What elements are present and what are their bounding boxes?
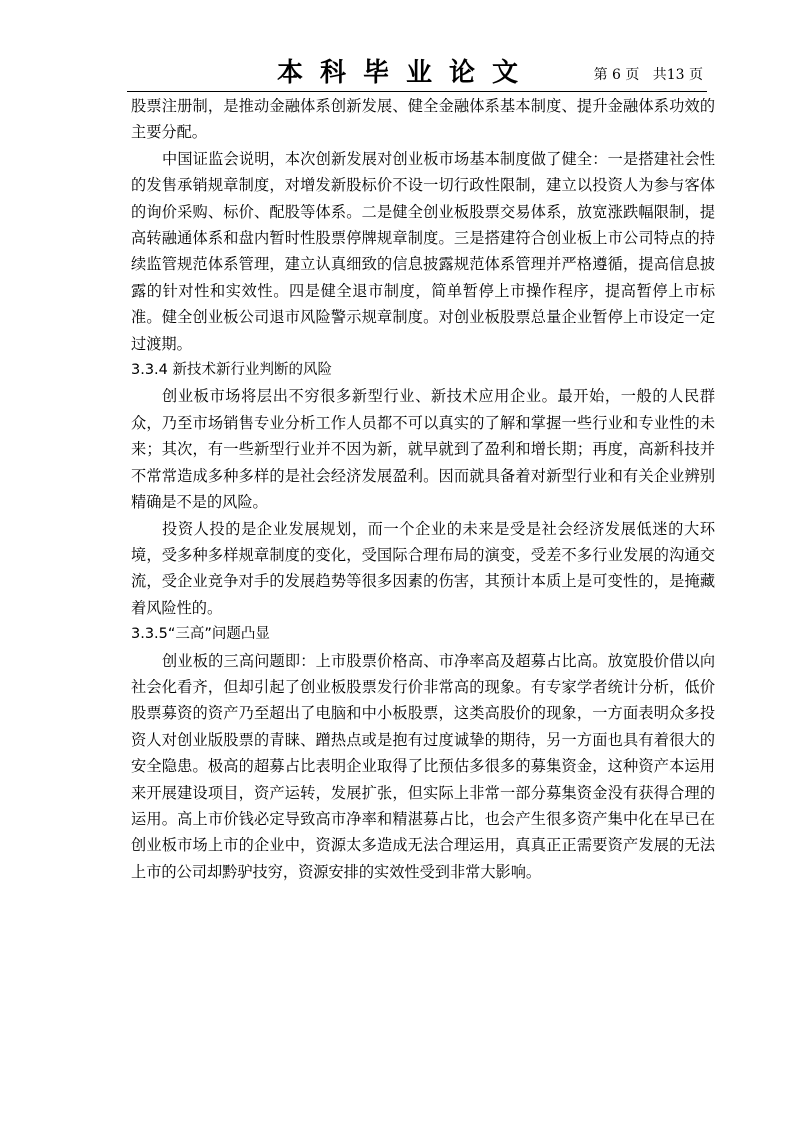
- page-current: 第 6 页: [593, 67, 640, 83]
- paragraph: 股票注册制，是推动金融体系创新发展、健全金融体系基本制度、提升金融体系功效的主要分配。: [131, 97, 715, 142]
- section-heading: 3.3.4 新技术新行业判断的风险: [131, 362, 333, 379]
- paragraph: 中国证监会说明，本次创新发展对创业板市场基本制度做了健全：一是搭建社会性的发售承销规章制度，对增发新股标价不设一切行政性限制，建立以投资人为参与客体的询价采购、标价、配股等体系。二是健全创业板股票交易体系，放宽涨跌幅限制，提高转融通体系和盘内暂时性股票停牌规章制度。三是搭建符合创业板上市公司特点的持续监管规范体系管理，建立认真细致的信息披露规范体系管理并严格遵循，提高信息披露的针对性和实效性。四是健全退市制度，简单暂停上市操作程序，提高暂停上市标准。健全创业板公司退市风险警示规章制度。对创业板股票总量企业暂停上市设定一定过渡期。: [131, 149, 715, 353]
- paragraph: 创业板的三高问题即：上市股票价格高、市净率高及超募占比高。放宽股价借以向社会化看齐，但却引起了创业板股票发行价非常高的现象。有专家学者统计分析，低价股票募资的资产乃至超出了电脑和中小板股票，这类高股价的现象，一方面表明众多投资人对创业版股票的青睐、蹭热点或是抱有过度诚挚的期待，另一方面也具有着很大的安全隐患。极高的超募占比表明企业取得了比预估多很多的募集资金，这种资产本运用来开展建设项目，资产运转，发展扩张，但实际上非常一部分募集资金没有获得合理的运用。高上市价钱必定导致高市净率和精湛募占比，也会产生很多资产集中化在早已在创业板市场上市的企业中，资源太多造成无法合理运用，真真正正需要资产发展的无法上市的公司却黔驴技穷，资源安排的实效性受到非常大影响。: [131, 651, 715, 881]
- paragraph: 创业板市场将层出不穷很多新型行业、新技术应用企业。最开始，一般的人民群众，乃至市场销售专业分析工作人员都不可以真实的了解和掌握一些行业和专业性的未来；其次，有一些新型行业并不因为新，就早就到了盈利和增长期；再度，高新科技并不常常造成多种多样的是社会经济发展盈利。因而就具备着对新型行业和有关企业辨别精确是不是的风险。: [131, 387, 715, 512]
- page-total: 共13 页: [652, 67, 703, 83]
- page-number: [594, 65, 703, 85]
- section-heading: 3.3.5“三高”问题凸显: [131, 626, 270, 643]
- page-header: [127, 56, 707, 94]
- header-rule: [127, 91, 707, 92]
- paragraph: 投资人投的是企业发展规划，而一个企业的未来是受是社会经济发展低迷的大环境，受多种多样规章制度的变化，受国际合理布局的演变，受差不多行业发展的沟通交流，受企业竞争对手的发展趋势等很多因素的伤害，其预计本质上是可变性的，是掩藏着风险性的。: [131, 519, 715, 617]
- document-body: [131, 93, 715, 885]
- thesis-title: 本科毕业论文: [277, 58, 536, 88]
